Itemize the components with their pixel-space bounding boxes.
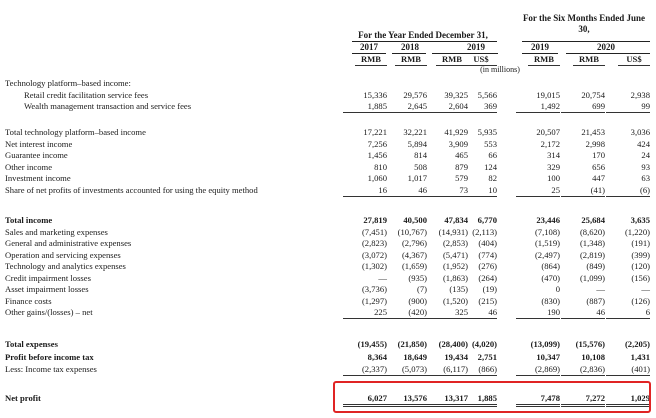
row-value: 225 [343,307,387,319]
row-label: Technology platform–based income: [5,78,131,88]
row-label: Investment income [5,173,71,183]
row-value: (5,073) [383,364,427,376]
row-value: (2,823) [361,238,387,248]
row-label: Wealth management transaction and service fees [24,101,192,111]
row-value: (8,620) [579,227,605,237]
row-value: 40,500 [403,215,427,225]
row-value: 10,347 [536,352,560,362]
row-value: 1,456 [367,150,387,160]
row-value: 2,998 [585,139,605,149]
row-value: (156) [631,273,650,283]
row-value: (887) [586,296,605,306]
row-value: (4,020) [471,339,497,349]
row-value: 73 [424,185,468,197]
row-value: 369 [453,101,497,113]
row-value: 16 [343,185,387,197]
row-value: 63 [641,173,650,183]
row-value: 553 [484,139,497,149]
row-value: 24 [641,150,650,160]
row-value: (21,850) [397,339,427,349]
row-value: 2,751 [477,352,497,362]
row-label: Total income [5,215,53,225]
row-value: 20,507 [536,127,560,137]
row-value: 10,108 [581,352,605,362]
row-value: 2,172 [540,139,560,149]
row-value: (41) [561,185,605,197]
row-label: Total expenses [5,339,58,349]
row-label: Total technology platform–based income [5,127,146,137]
row-value: 5,894 [407,139,427,149]
row-value: 7,478 [516,393,560,407]
row-value: (900) [408,296,427,306]
row-value: 6 [606,307,650,319]
row-value: 0 [555,284,560,294]
row-value: 1,885 [453,393,497,407]
row-value: 5,935 [477,127,497,137]
row-value: 15,336 [363,90,387,100]
row-value: (126) [631,296,650,306]
row-value: 314 [547,150,560,160]
row-value: — [596,284,605,294]
row-value: (866) [453,364,497,376]
header-year-1: 2018 [401,42,419,52]
row-value: (1,220) [624,227,650,237]
row-value: 124 [484,162,497,172]
row-value: 46 [453,307,497,319]
row-value: 47,834 [444,215,468,225]
row-value: 46 [383,185,427,197]
row-value: 879 [455,162,468,172]
row-value: 1,060 [367,173,387,183]
row-value: 10 [453,185,497,197]
row-value: 329 [547,162,560,172]
row-value: 8,364 [367,352,387,362]
row-label: Operation and servicing expenses [5,250,121,260]
row-value: 3,909 [448,139,468,149]
row-value: 46 [561,307,605,319]
row-value: 1,017 [407,173,427,183]
row-label: Other income [5,162,53,172]
row-value: (849) [586,261,605,271]
row-value: 20,754 [581,90,605,100]
row-value: 5,566 [477,90,497,100]
row-value: 18,649 [403,352,427,362]
row-value: 810 [374,162,387,172]
row-value: 325 [424,307,468,319]
row-value: (420) [383,307,427,319]
row-value: 39,325 [444,90,468,100]
row-label: Other gains/(losses) – net [5,307,93,317]
row-label: Share of net profits of investments accounted for using the equity method [5,185,258,195]
row-value: (215) [478,296,497,306]
row-value: (28,400) [438,339,468,349]
row-value: (935) [408,273,427,283]
row-value: 656 [592,162,605,172]
row-value: — [641,284,650,294]
row-value: (830) [541,296,560,306]
header-currency-2: RMB [436,54,468,66]
row-value: 579 [455,173,468,183]
row-value: (1,348) [579,238,605,248]
row-value: 23,446 [536,215,560,225]
row-value: 1,029 [606,393,650,407]
row-label: Finance costs [5,296,52,306]
row-value: (2,869) [516,364,560,376]
row-value: (2,337) [343,364,387,376]
row-value: 508 [414,162,427,172]
row-value: (1,659) [401,261,427,271]
row-value: 7,256 [367,139,387,149]
header-currency-4: RMB [528,54,560,66]
row-value: (1,520) [442,296,468,306]
row-value: (2,836) [561,364,605,376]
row-value: 1,885 [343,101,387,113]
header-year-3: 2019 [531,42,549,52]
row-value: (7) [416,284,427,294]
header-currency-5: RMB [573,54,605,66]
row-label: Asset impairment losses [5,284,89,294]
row-value: 100 [547,173,560,183]
row-value: 2,604 [424,101,468,113]
net-profit-highlight [333,381,651,413]
header-year-2: 2019 [467,42,485,52]
row-value: (120) [631,261,650,271]
row-value: (1,099) [579,273,605,283]
header-currency-1: RMB [395,54,427,66]
row-value: (10,767) [397,227,427,237]
row-value: 13,317 [424,393,468,407]
row-value: (19,455) [357,339,387,349]
row-label: Less: Income tax expenses [5,364,97,374]
row-value: 699 [561,101,605,113]
row-value: 13,576 [383,393,427,407]
row-label: Credit impairment losses [5,273,91,283]
row-value: (6,117) [424,364,468,376]
row-value: 19,434 [444,352,468,362]
row-value: (1,952) [442,261,468,271]
row-value: 19,015 [536,90,560,100]
row-value: 447 [592,173,605,183]
row-value: 29,576 [403,90,427,100]
row-value: 3,036 [630,127,650,137]
row-value: (864) [541,261,560,271]
row-value: (2,497) [534,250,560,260]
header-currency-3: US$ [465,54,497,66]
row-label: Profit before income tax [5,352,94,362]
row-value: (2,819) [579,250,605,260]
header-six-month-group: For the Six Months Ended June 30, [522,13,646,34]
row-value: 6,770 [477,215,497,225]
row-value: (1,297) [361,296,387,306]
row-value: (404) [478,238,497,248]
header-year-group: For the Year Ended December 31, [358,30,488,40]
row-value: 190 [516,307,560,319]
row-value: (2,113) [472,227,497,237]
row-value: (399) [631,250,650,260]
row-value: 27,819 [363,215,387,225]
row-value: (1,302) [361,261,387,271]
row-value: (470) [541,273,560,283]
row-value: 6,027 [343,393,387,407]
row-value: 1,492 [516,101,560,113]
row-value: 82 [488,173,497,183]
row-label: General and administrative expenses [5,238,132,248]
row-value: 2,645 [383,101,427,113]
row-value: (19) [482,284,497,294]
row-value: 99 [606,101,650,113]
header-unit-note: (in millions) [480,65,520,74]
row-value: (3,736) [361,284,387,294]
row-value: (191) [631,238,650,248]
row-value: (1,519) [534,238,560,248]
row-value: — [378,273,387,283]
row-value: 17,221 [363,127,387,137]
row-value: 424 [637,139,650,149]
row-value: 3,635 [630,215,650,225]
row-label: Sales and marketing expenses [5,227,108,237]
row-value: 25,684 [581,215,605,225]
row-value: (774) [478,250,497,260]
row-value: (2,796) [401,238,427,248]
row-value: (276) [478,261,497,271]
row-value: (7,108) [534,227,560,237]
row-label: Net profit [5,393,41,403]
row-value: (13,099) [530,339,560,349]
row-value: (401) [606,364,650,376]
row-label: Guarantee income [5,150,68,160]
row-label: Technology and analytics expenses [5,261,126,271]
row-value: (7,451) [361,227,387,237]
row-value: (1,863) [442,273,468,283]
row-value: 170 [592,150,605,160]
row-value: (3,072) [361,250,387,260]
row-value: 7,272 [561,393,605,407]
row-value: (14,931) [438,227,468,237]
row-value: 32,221 [403,127,427,137]
row-value: 25 [516,185,560,197]
row-value: (264) [478,273,497,283]
header-year-4: 2020 [597,42,615,52]
row-value: 41,929 [444,127,468,137]
header-currency-6: US$ [618,54,650,66]
row-value: 465 [455,150,468,160]
row-value: (5,471) [442,250,468,260]
row-value: (15,576) [575,339,605,349]
row-value: (6) [606,185,650,197]
row-label: Net interest income [5,139,73,149]
header-currency-0: RMB [355,54,387,66]
header-year-0: 2017 [360,42,378,52]
row-label: Retail credit facilitation service fees [24,90,149,100]
row-value: 2,938 [630,90,650,100]
row-value: 93 [641,162,650,172]
row-value: 1,431 [630,352,650,362]
row-value: 814 [414,150,427,160]
row-value: (135) [449,284,468,294]
row-value: (2,205) [624,339,650,349]
row-value: 66 [488,150,497,160]
row-value: (2,853) [442,238,468,248]
row-value: 21,453 [581,127,605,137]
row-value: (4,367) [401,250,427,260]
